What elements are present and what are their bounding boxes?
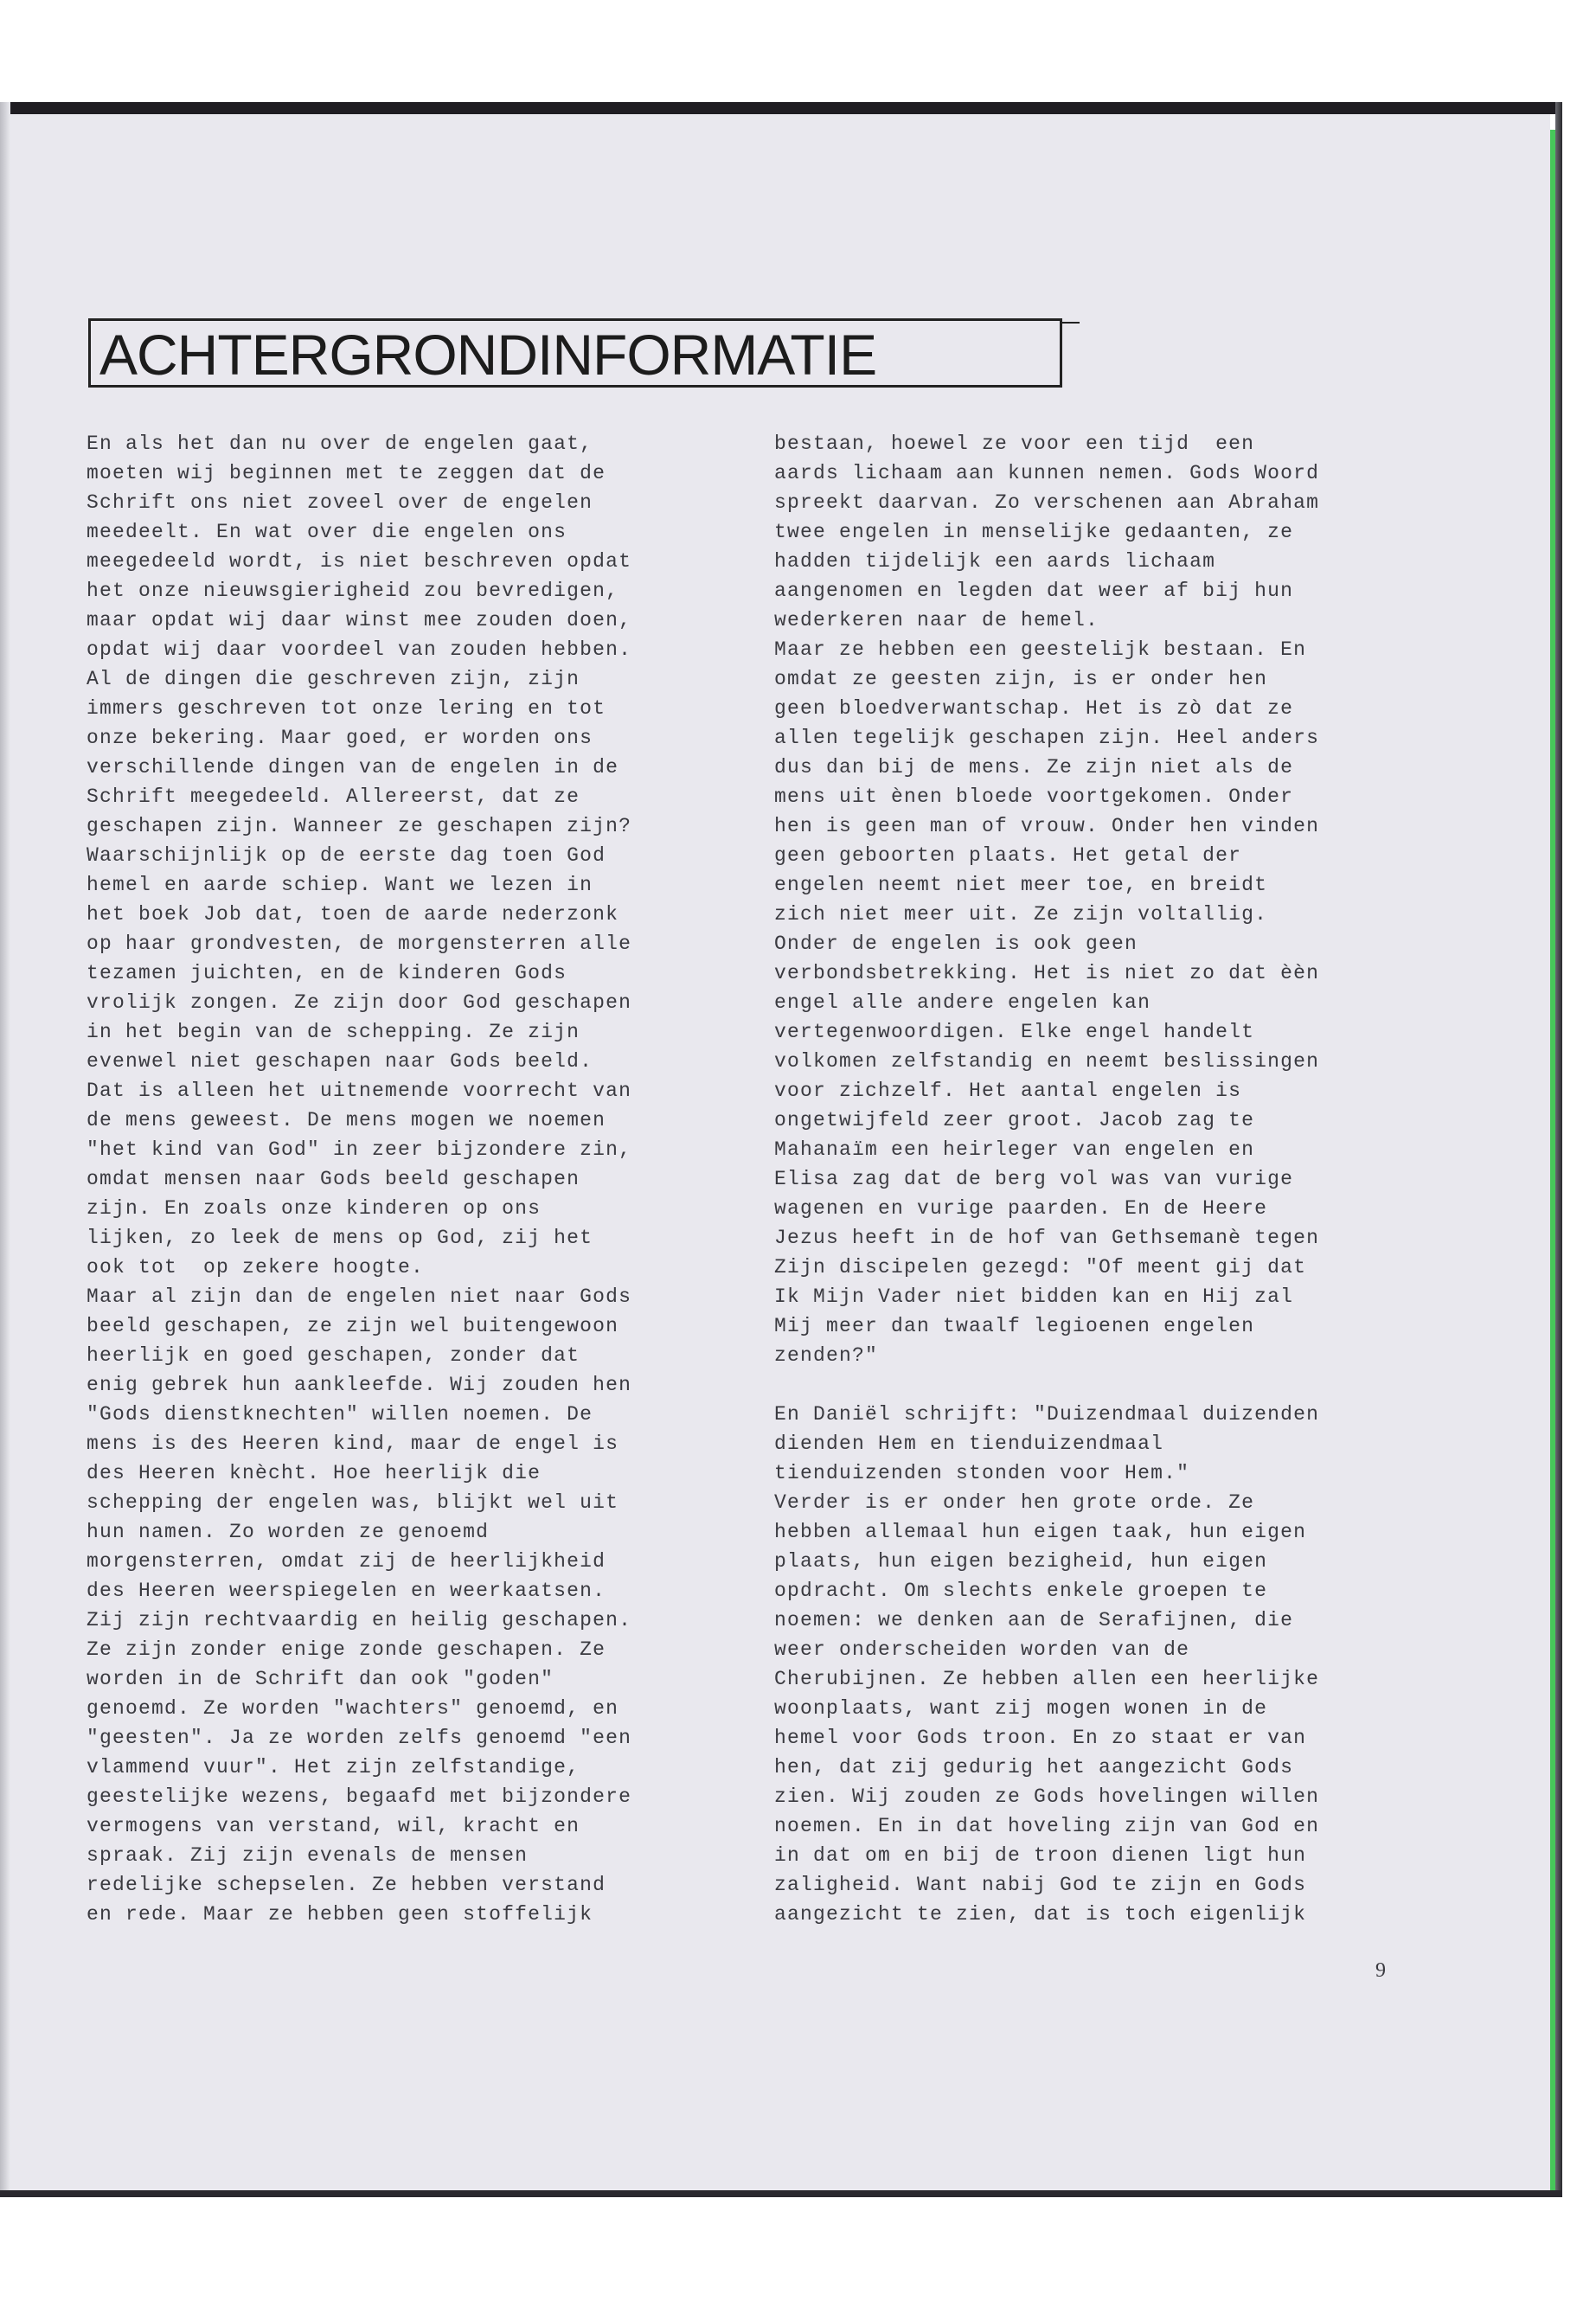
- text-line: mens is des Heeren kind, maar de engel is: [87, 1433, 619, 1455]
- text-line: genoemd. Ze worden "wachters" genoemd, en: [87, 1697, 619, 1720]
- text-line: Al de dingen die geschreven zijn, zijn: [87, 668, 580, 690]
- text-line: lijken, zo leek de mens op God, zij het: [87, 1227, 593, 1249]
- text-line: zaligheid. Want nabij God te zijn en Gods: [774, 1874, 1307, 1896]
- text-line: in dat om en bij de troon dienen ligt hun: [774, 1844, 1307, 1867]
- text-line: Mahanaïm een heirleger van engelen en: [774, 1138, 1255, 1161]
- page-number: 9: [1375, 1959, 1386, 1982]
- text-line: enig gebrek hun aankleefde. Wij zouden hen: [87, 1374, 632, 1396]
- right-text-column: [774, 429, 1432, 1929]
- text-line: bestaan, hoewel ze voor een tijd een: [774, 433, 1255, 455]
- text-line: heerlijk en goed geschapen, zonder dat: [87, 1344, 580, 1367]
- text-line: maar opdat wij daar winst mee zouden doen,: [87, 609, 632, 631]
- text-line: evenwel niet geschapen naar Gods beeld.: [87, 1050, 593, 1073]
- text-line: verschillende dingen van de engelen in de: [87, 756, 619, 779]
- text-line: het boek Job dat, toen de aarde nederzonk: [87, 903, 619, 926]
- text-line: meedeelt. En wat over die engelen ons: [87, 521, 567, 543]
- text-line: opdat wij daar voordeel van zouden hebben.: [87, 638, 632, 661]
- text-line: zich niet meer uit. Ze zijn voltallig.: [774, 903, 1268, 926]
- text-line: En Daniël schrijft: "Duizendmaal duizenden: [774, 1403, 1320, 1426]
- text-line: Mij meer dan twaalf legioenen engelen: [774, 1315, 1255, 1337]
- text-line: hemel voor Gods troon. En zo staat er van: [774, 1727, 1307, 1749]
- text-line: immers geschreven tot onze lering en tot: [87, 697, 606, 720]
- text-line: zijn. En zoals onze kinderen op ons: [87, 1197, 542, 1220]
- text-line: aangenomen en legden dat weer af bij hun: [774, 580, 1294, 602]
- text-line: aangezicht te zien, dat is toch eigenlijk: [774, 1903, 1307, 1926]
- text-line: vertegenwoordigen. Elke engel handelt: [774, 1021, 1255, 1043]
- text-line: het onze nieuwsgierigheid zou bevredigen,: [87, 580, 619, 602]
- text-line: tienduizenden stonden voor Hem.": [774, 1462, 1190, 1484]
- text-line: "het kind van God" in zeer bijzondere zin,: [87, 1138, 632, 1161]
- text-line: omdat ze geesten zijn, is er onder hen: [774, 668, 1268, 690]
- text-line: Schrift ons niet zoveel over de engelen: [87, 491, 593, 514]
- text-line: "Gods dienstknechten" willen noemen. De: [87, 1403, 593, 1426]
- text-line: omdat mensen naar Gods beeld geschapen: [87, 1168, 580, 1190]
- text-line: En als het dan nu over de engelen gaat,: [87, 433, 593, 455]
- text-line: zenden?": [774, 1344, 879, 1367]
- text-line: engel alle andere engelen kan: [774, 991, 1151, 1014]
- text-line: ook tot op zekere hoogte.: [87, 1256, 425, 1279]
- text-line: hebben allemaal hun eigen taak, hun eigen: [774, 1521, 1307, 1543]
- text-line: noemen. En in dat hoveling zijn van God en: [774, 1815, 1320, 1837]
- text-line: verbondsbetrekking. Het is niet zo dat èèn: [774, 962, 1320, 984]
- text-line: geen bloedverwantschap. Het is zò dat ze: [774, 697, 1294, 720]
- text-line: wagenen en vurige paarden. En de Heere: [774, 1197, 1268, 1220]
- text-line: aards lichaam aan kunnen nemen. Gods Woord: [774, 462, 1320, 484]
- text-line: en rede. Maar ze hebben geen stoffelijk: [87, 1903, 593, 1926]
- text-line: Maar ze hebben een geestelijk bestaan. En: [774, 638, 1307, 661]
- heading-box: [88, 318, 1062, 388]
- left-text-column: [87, 429, 744, 1929]
- page-title: ACHTERGRONDINFORMATIE: [99, 323, 877, 387]
- text-line: noemen: we denken aan de Serafijnen, die: [774, 1609, 1294, 1631]
- text-line: Cherubijnen. Ze hebben allen een heerlijke: [774, 1668, 1320, 1690]
- text-line: spreekt daarvan. Zo verschenen aan Abraham: [774, 491, 1320, 514]
- text-line: hadden tijdelijk een aards lichaam: [774, 550, 1216, 573]
- text-line: plaats, hun eigen bezigheid, hun eigen: [774, 1550, 1268, 1573]
- text-line: volkomen zelfstandig en neemt beslissingen: [774, 1050, 1320, 1073]
- text-line: dus dan bij de mens. Ze zijn niet als de: [774, 756, 1294, 779]
- text-line: dienden Hem en tienduizendmaal: [774, 1433, 1164, 1455]
- text-line: ongetwijfeld zeer groot. Jacob zag te: [774, 1109, 1255, 1131]
- text-line: Jezus heeft in de hof van Gethsemanè tegen: [774, 1227, 1320, 1249]
- text-line: spraak. Zij zijn evenals de mensen: [87, 1844, 529, 1867]
- text-line: geschapen zijn. Wanneer ze geschapen zijn?: [87, 815, 632, 837]
- text-line: schepping der engelen was, blijkt wel uit: [87, 1491, 619, 1514]
- text-line: meegedeeld wordt, is niet beschreven opdat: [87, 550, 632, 573]
- text-line: hen, dat zij gedurig het aangezicht Gods: [774, 1756, 1294, 1779]
- text-line: des Heeren knècht. Hoe heerlijk die: [87, 1462, 542, 1484]
- text-line: hemel en aarde schiep. Want we lezen in: [87, 874, 593, 896]
- heading-rule: [1062, 322, 1080, 324]
- text-line: tezamen juichten, en de kinderen Gods: [87, 962, 567, 984]
- text-line: de mens geweest. De mens mogen we noemen: [87, 1109, 606, 1131]
- text-line: Verder is er onder hen grote orde. Ze: [774, 1491, 1255, 1514]
- text-line: Waarschijnlijk op de eerste dag toen God: [87, 844, 606, 867]
- text-line: twee engelen in menselijke gedaanten, ze: [774, 521, 1294, 543]
- text-line: Maar al zijn dan de engelen niet naar Gods: [87, 1285, 632, 1308]
- scan-right-edge: [1555, 102, 1562, 2197]
- paragraph-gap: [774, 1370, 1432, 1400]
- text-line: geen geboorten plaats. Het getal der: [774, 844, 1242, 867]
- text-line: worden in de Schrift dan ook "goden": [87, 1668, 554, 1690]
- text-line: weer onderscheiden worden van de: [774, 1638, 1190, 1661]
- text-line: hun namen. Zo worden ze genoemd: [87, 1521, 490, 1543]
- scan-top-edge: [0, 102, 1562, 114]
- text-line: "geesten". Ja ze worden zelfs genoemd "een: [87, 1727, 632, 1749]
- text-line: op haar grondvesten, de morgensterren alle: [87, 933, 632, 955]
- text-line: beeld geschapen, ze zijn wel buitengewoon: [87, 1315, 619, 1337]
- text-line: in het begin van de schepping. Ze zijn: [87, 1021, 580, 1043]
- text-line: geestelijke wezens, begaafd met bijzondere: [87, 1785, 632, 1808]
- text-line: Ik Mijn Vader niet bidden kan en Hij zal: [774, 1285, 1294, 1308]
- text-line: Zijn discipelen gezegd: "Of meent gij dat: [774, 1256, 1307, 1279]
- scan-bottom-edge: [0, 2190, 1562, 2197]
- text-line: mens uit ènen bloede voortgekomen. Onder: [774, 785, 1294, 808]
- text-line: Elisa zag dat de berg vol was van vurige: [774, 1168, 1294, 1190]
- text-line: hen is geen man of vrouw. Onder hen vinden: [774, 815, 1320, 837]
- text-line: vlammend vuur". Het zijn zelfstandige,: [87, 1756, 580, 1779]
- text-line: Zij zijn rechtvaardig en heilig geschapen.: [87, 1609, 632, 1631]
- text-line: des Heeren weerspiegelen en weerkaatsen.: [87, 1580, 606, 1602]
- text-line: onze bekering. Maar goed, er worden ons: [87, 727, 593, 749]
- text-line: morgensterren, omdat zij de heerlijkheid: [87, 1550, 606, 1573]
- text-line: vermogens van verstand, wil, kracht en: [87, 1815, 580, 1837]
- text-line: redelijke schepselen. Ze hebben verstand: [87, 1874, 606, 1896]
- text-line: zien. Wij zouden ze Gods hovelingen willen: [774, 1785, 1320, 1808]
- text-line: allen tegelijk geschapen zijn. Heel anders: [774, 727, 1320, 749]
- text-line: Schrift meegedeeld. Allereerst, dat ze: [87, 785, 580, 808]
- text-line: wederkeren naar de hemel.: [774, 609, 1099, 631]
- text-line: voor zichzelf. Het aantal engelen is: [774, 1080, 1242, 1102]
- scan-left-edge: [0, 102, 10, 2195]
- text-line: Ze zijn zonder enige zonde geschapen. Ze: [87, 1638, 606, 1661]
- text-line: vrolijk zongen. Ze zijn door God geschapen: [87, 991, 632, 1014]
- text-line: opdracht. Om slechts enkele groepen te: [774, 1580, 1268, 1602]
- text-line: moeten wij beginnen met te zeggen dat de: [87, 462, 606, 484]
- text-line: woonplaats, want zij mogen wonen in de: [774, 1697, 1268, 1720]
- text-line: Onder de engelen is ook geen: [774, 933, 1138, 955]
- text-line: Dat is alleen het uitnemende voorrecht van: [87, 1080, 632, 1102]
- text-line: engelen neemt niet meer toe, en breidt: [774, 874, 1268, 896]
